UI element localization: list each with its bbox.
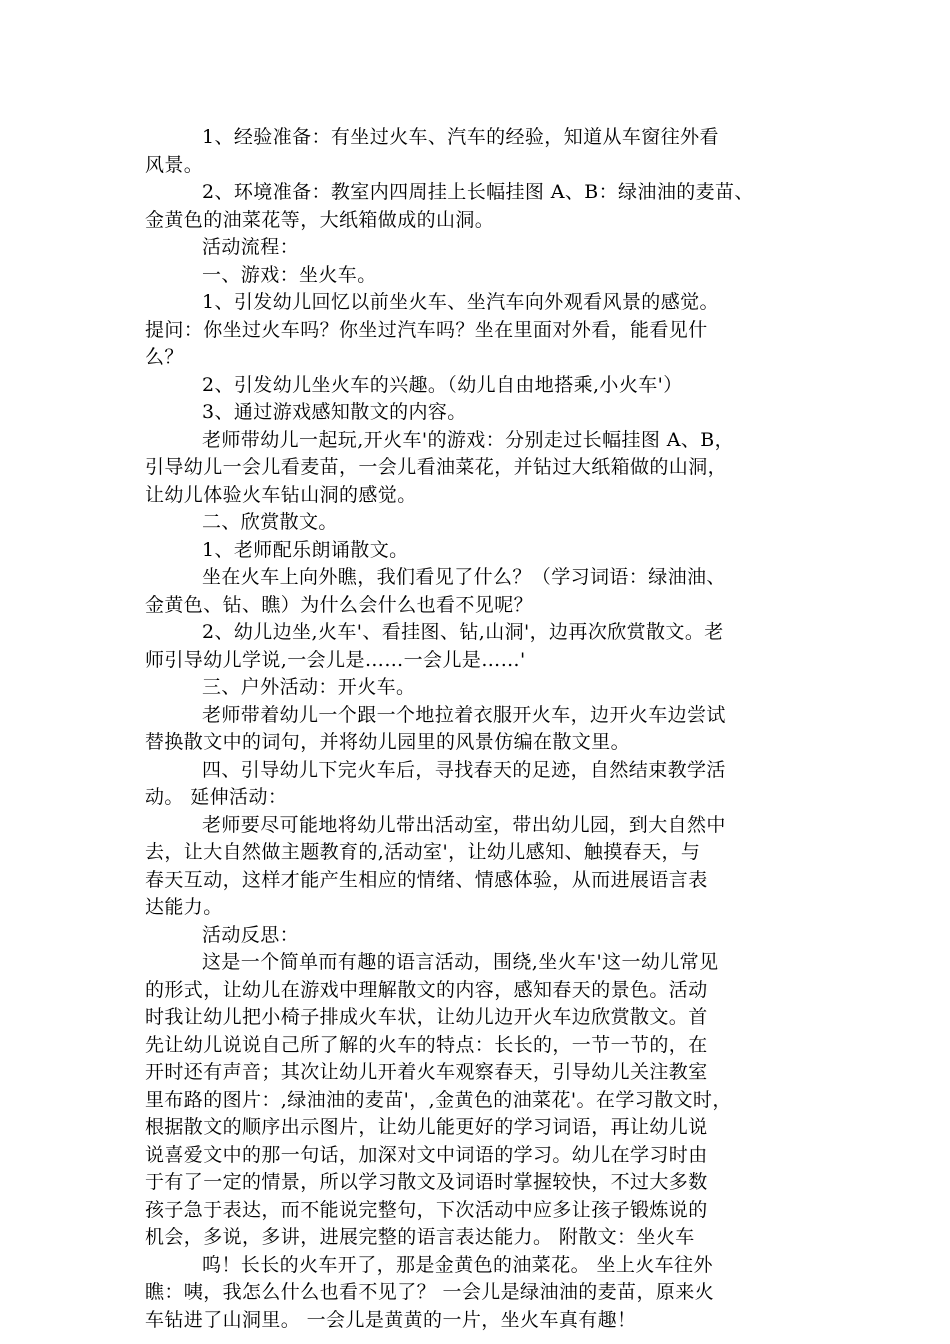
text-line: 坐在火车上向外瞧，我们看见了什么？（学习词语：绿油油、 <box>202 566 726 588</box>
text-line: 孩子急于表达，而不能说完整句，下次活动中应多让孩子锻炼说的 <box>145 1198 708 1221</box>
text-line: 一、游戏：坐火车。 <box>202 263 377 286</box>
text-line: 活动流程： <box>202 236 300 258</box>
text-line: 2、环境准备：教室内四周挂上长幅挂图 A、B：绿油油的麦苗、 <box>202 181 754 203</box>
text-line: 金黄色的油菜花等，大纸箱做成的山洞。 <box>145 208 495 231</box>
text-line: 三、户外活动：开火车。 <box>202 676 416 698</box>
text-line: 的形式，让幼儿在游戏中理解散文的内容，感知春天的景色。活动 <box>145 978 708 1001</box>
text-line: 3、通过游戏感知散文的内容。 <box>202 401 467 423</box>
text-line: 车钻进了山洞里。 一会儿是黄黄的一片，坐火车真有趣！ <box>145 1308 637 1331</box>
text-line: 开时还有声音；其次让幼儿开着火车观察春天，引导幼儿关注教室 <box>145 1061 708 1083</box>
text-line: 二、欣赏散文。 <box>202 511 338 533</box>
text-line: 根据散文的顺序出示图片，让幼儿能更好的学习词语，再让幼儿说 <box>145 1116 708 1138</box>
text-line: 呜！长长的火车开了，那是金黄色的油菜花。 坐上火车往外 <box>202 1253 713 1276</box>
text-line: 老师带着幼儿一个跟一个地拉着衣服开火车，边开火车边尝试 <box>202 703 726 726</box>
text-line: 金黄色、钻、瞧）为什么会什么也看不见呢？ <box>145 593 534 616</box>
text-line: 春天互动，这样才能产生相应的情绪、情感体验，从而进展语言表 <box>145 868 708 891</box>
text-line: 风景。 <box>145 153 204 176</box>
text-line: 老师带幼儿一起玩,开火车'的游戏：分别走过长幅挂图 A、B， <box>202 428 734 451</box>
text-line: 2、幼儿边坐,火车'、看挂图、钻,山洞'，边再次欣赏散文。老 <box>202 621 724 643</box>
text-line: 2、引发幼儿坐火车的兴趣。（幼儿自由地搭乘,小火车'） <box>202 373 683 396</box>
text-line: 活动反思： <box>202 923 300 946</box>
text-line: 师引导幼儿学说,一会儿是……一会儿是……' <box>145 648 526 671</box>
text-line: 引导幼儿一会儿看麦苗，一会儿看油菜花，并钻过大纸箱做的山洞， <box>145 456 728 478</box>
text-line: 提问：你坐过火车吗？你坐过汽车吗？坐在里面对外看，能看见什 <box>145 318 708 341</box>
text-line: 1、经验准备：有坐过火车、汽车的经验，知道从车窗往外看 <box>202 126 719 148</box>
document-page <box>145 124 807 1334</box>
text-line: 达能力。 <box>145 896 223 918</box>
text-line: 这是一个简单而有趣的语言活动，围绕,坐火车'这一幼儿常见 <box>202 951 719 973</box>
text-line: 1、老师配乐朗诵散文。 <box>202 538 409 561</box>
text-line: 时我让幼儿把小椅子排成火车状，让幼儿边开火车边欣赏散文。首 <box>145 1006 708 1028</box>
text-line: 说喜爱文中的那一句话，加深对文中词语的学习。幼儿在学习时由 <box>145 1143 708 1166</box>
text-line: 替换散文中的词句，并将幼儿园里的风景仿编在散文里。 <box>145 731 631 753</box>
text-line: 么？ <box>145 346 184 368</box>
text-line: 里布路的图片：,绿油油的麦苗'，,金黄色的油菜花'。在学习散文时， <box>145 1088 732 1111</box>
text-line: 让幼儿体验火车钻山洞的感觉。 <box>145 483 417 506</box>
text-line: 四、引导幼儿下完火车后，寻找春天的足迹，自然结束教学活 <box>202 758 726 781</box>
text-line: 瞧：咦，我怎么什么也看不见了？ 一会儿是绿油油的麦苗，原来火 <box>145 1281 715 1303</box>
text-line: 老师要尽可能地将幼儿带出活动室，带出幼儿园，到大自然中 <box>202 813 726 836</box>
text-line: 机会，多说，多讲，进展完整的语言表达能力。 附散文：坐火车 <box>145 1226 695 1248</box>
text-line: 去，让大自然做主题教育的,活动室'，让幼儿感知、触摸春天，与 <box>145 841 701 863</box>
text-line: 于有了一定的情景，所以学习散文及词语时掌握较快，不过大多数 <box>145 1171 708 1193</box>
text-line: 1、引发幼儿回忆以前坐火车、坐汽车向外观看风景的感觉。 <box>202 291 719 313</box>
text-line: 先让幼儿说说自己所了解的火车的特点：长长的，一节一节的，在 <box>145 1033 708 1056</box>
text-line: 动。 延伸活动： <box>145 786 288 808</box>
